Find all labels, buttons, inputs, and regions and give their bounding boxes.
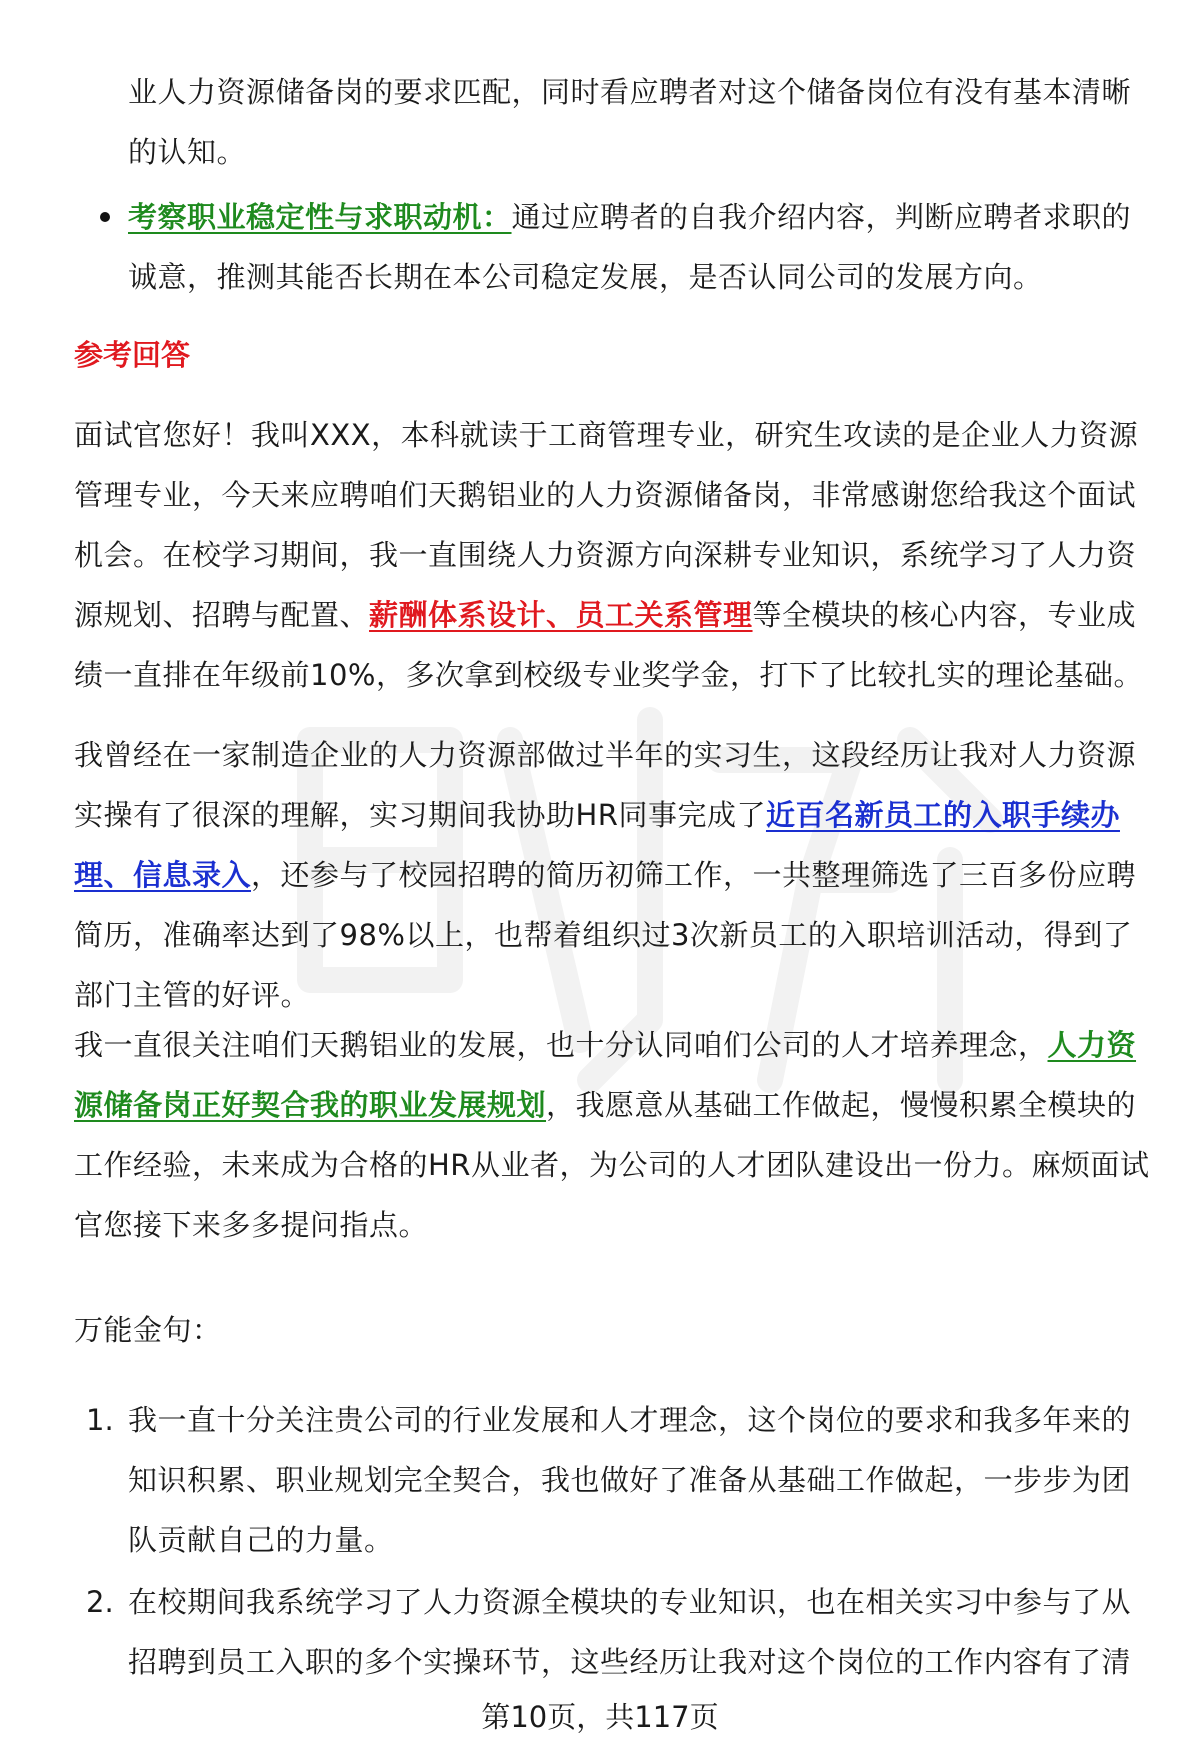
highlight-green: 人力资源储备岗正好契合我的职业发展规划 (74, 1028, 1137, 1122)
list-item (128, 1572, 1154, 1692)
page-number-footer: 第10页，共117页 (481, 1700, 719, 1734)
bullet-text: 通过应聘者的自我介绍内容，判断应聘者求职的诚意，推测其能否长期在本公司稳定发展，是否认同公司的发展方向。 (128, 200, 1132, 294)
list-item (128, 1390, 1154, 1570)
list-item-text: 在校期间我系统学习了人力资源全模块的专业知识，也在相关实习中参与了从招聘到员工入职的多个实操环节，这些经历让我对这个岗位的工作内容有了清 (128, 1585, 1132, 1679)
list-number: 2. (86, 1585, 114, 1619)
paragraph-text: ，还参与了校园招聘的简历初筛工作，一共整理筛选了三百多份应聘简历，准确率达到了98%以上，也帮着组织过3次新员工的入职培训活动，得到了部门主管的好评。 (74, 858, 1137, 1012)
section-heading: 参考回答 (74, 338, 191, 372)
paragraph-text: 等全模块的核心内容，专业成绩一直排在年级前10%，多次拿到校级专业奖学金，打下了比较扎实的理论基础。 (74, 598, 1143, 692)
highlight-blue: 近百名新员工的入职手续办理、信息录入 (74, 798, 1120, 892)
paragraph-text: ，我愿意从基础工作做起，慢慢积累全模块的工作经验，未来成为合格的HR从业者，为公司的人才团队建设出一份力。麻烦面试官您接下来多多提问指点。 (74, 1088, 1150, 1242)
list-item-text: 我一直十分关注贵公司的行业发展和人才理念，这个岗位的要求和我多年来的知识积累、职业规划完全契合，我也做好了准备从基础工作做起，一步步为团队贡献自己的力量。 (128, 1403, 1132, 1557)
bullet-label: 考察职业稳定性与求职动机： (128, 200, 512, 234)
paragraph-text: 业人力资源储备岗的要求匹配，同时看应聘者对这个储备岗位有没有基本清晰的认知。 (128, 75, 1132, 169)
bullet-dot (100, 212, 110, 222)
paragraph-text: 我曾经在一家制造企业的人力资源部做过半年的实习生，这段经历让我对人力资源实操有了很深的理解，实习期间我协助HR同事完成了 (74, 738, 1137, 832)
paragraph-text: 面试官您好！我叫XXX，本科就读于工商管理专业，研究生攻读的是企业人力资源管理专业，今天来应聘咱们天鹅铝业的人力资源储备岗，非常感谢您给我这个面试机会。在校学习期间，我一直围绕人力资源方向深耕专业知识，系统学习了人力资源规划、招聘与配置、 (74, 418, 1139, 632)
bullet-item (128, 187, 1154, 307)
answer-paragraph-3 (74, 1015, 1154, 1255)
paragraph-text: 我一直很关注咱们天鹅铝业的发展，也十分认同咱们公司的人才培养理念， (74, 1028, 1048, 1062)
answer-paragraph-2 (74, 725, 1154, 1025)
highlight-red: 薪酬体系设计、员工关系管理 (369, 598, 753, 632)
golden-sentences-label: 万能金句： (74, 1313, 222, 1347)
paragraph-continuation (128, 62, 1154, 182)
answer-paragraph-1 (74, 405, 1154, 705)
list-number: 1. (86, 1403, 114, 1437)
